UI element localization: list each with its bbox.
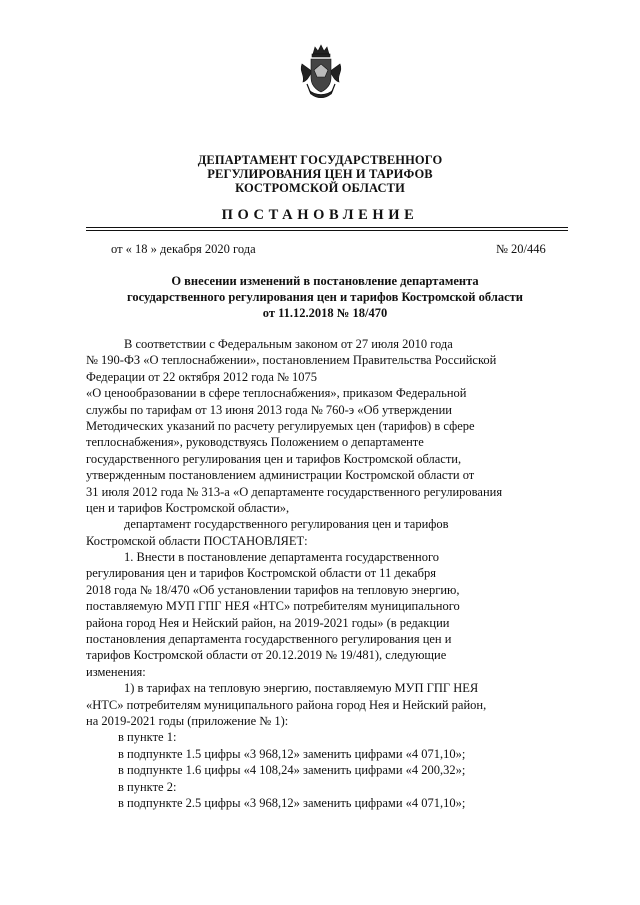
body-line: тарифов Костромской области от 20.12.2019 № 19/481), следующие [86, 648, 447, 663]
document-type: ПОСТАНОВЛЕНИЕ [221, 207, 419, 223]
body-line: в пункте 1: [118, 730, 177, 745]
body-line: в подпункте 1.6 цифры «4 108,24» заменить цифрами «4 200,32»; [118, 763, 466, 778]
body-line: 2018 года № 18/470 «Об установлении тарифов на тепловую энергию, [86, 582, 460, 597]
body-line: «НТС» потребителям муниципального района город Нея и Нейский район, [86, 697, 487, 712]
body-line: государственного регулирования цен и тарифов Костромской области, [86, 451, 462, 466]
body-line: Федерации от 22 октября 2012 года № 1075 [86, 369, 318, 384]
body-line: 1) в тарифах на тепловую энергию, поставляемую МУП ГПГ НЕЯ [124, 681, 479, 696]
document-date: от « 18 » декабря 2020 года [111, 242, 256, 256]
body-line: в пункте 2: [118, 779, 177, 794]
title-line: от 11.12.2018 № 18/470 [262, 306, 388, 320]
body-line: в подпункте 1.5 цифры «3 968,12» заменить цифрами «4 071,10»; [118, 746, 466, 761]
body-line: 31 июля 2012 года № 313-а «О департаменте государственного регулирования [86, 484, 503, 499]
body-line: постановления департамента государственного регулирования цен и [86, 632, 452, 647]
body-line: района город Нея и Нейский район, на 2019-2021 годы» (в редакции [86, 615, 450, 630]
body-line: Методических указаний по расчету регулируемых цен (тарифов) в сфере [86, 418, 475, 433]
header-rule [86, 227, 568, 228]
body-line: службы по тарифам от 13 июня 2013 года № 760-э «Об утверждении [86, 402, 452, 417]
body-line: 1. Внести в постановление департамента государственного [124, 550, 440, 565]
body-line: департамент государственного регулирования цен и тарифов [124, 517, 449, 532]
body-line: Костромской области ПОСТАНОВЛЯЕТ: [86, 533, 308, 548]
body-line: поставляемую МУП ГПГ НЕЯ «НТС» потребителям муниципального [86, 599, 460, 614]
title-line: государственного регулирования цен и тарифов Костромской области [127, 290, 523, 304]
document-number: № 20/446 [496, 242, 546, 256]
dept-line: ДЕПАРТАМЕНТ ГОСУДАРСТВЕННОГО [197, 153, 443, 167]
body-line: № 190-ФЗ «О теплоснабжении», постановлением Правительства Российской [86, 353, 497, 368]
body-line: на 2019-2021 годы (приложение № 1): [86, 713, 289, 728]
department-name [0, 153, 640, 195]
body-line: В соответствии с Федеральным законом от 27 июля 2010 года [124, 337, 453, 351]
dept-line: РЕГУЛИРОВАНИЯ ЦЕН И ТАРИФОВ [207, 167, 433, 181]
body-line: теплоснабжения», руководствуясь Положением о департаменте [86, 435, 424, 450]
document-title [80, 273, 570, 321]
title-line: О внесении изменений в постановление департамента [171, 274, 479, 288]
body-line: утвержденным постановлением администрации Костромской области от [86, 468, 475, 483]
body-line: изменения: [86, 664, 146, 679]
body-line: «О ценообразовании в сфере теплоснабжения», приказом Федеральной [86, 386, 467, 401]
body-line: регулирования цен и тарифов Костромской области от 11 декабря [86, 566, 437, 581]
dept-line: КОСТРОМСКОЙ ОБЛАСТИ [235, 181, 405, 195]
coat-of-arms-emblem [299, 44, 343, 104]
body-line: цен и тарифов Костромской области», [86, 500, 290, 515]
header-rule-thin [86, 230, 568, 231]
document-body [86, 336, 572, 811]
body-line: в подпункте 2.5 цифры «3 968,12» заменить цифрами «4 071,10»; [118, 795, 466, 810]
